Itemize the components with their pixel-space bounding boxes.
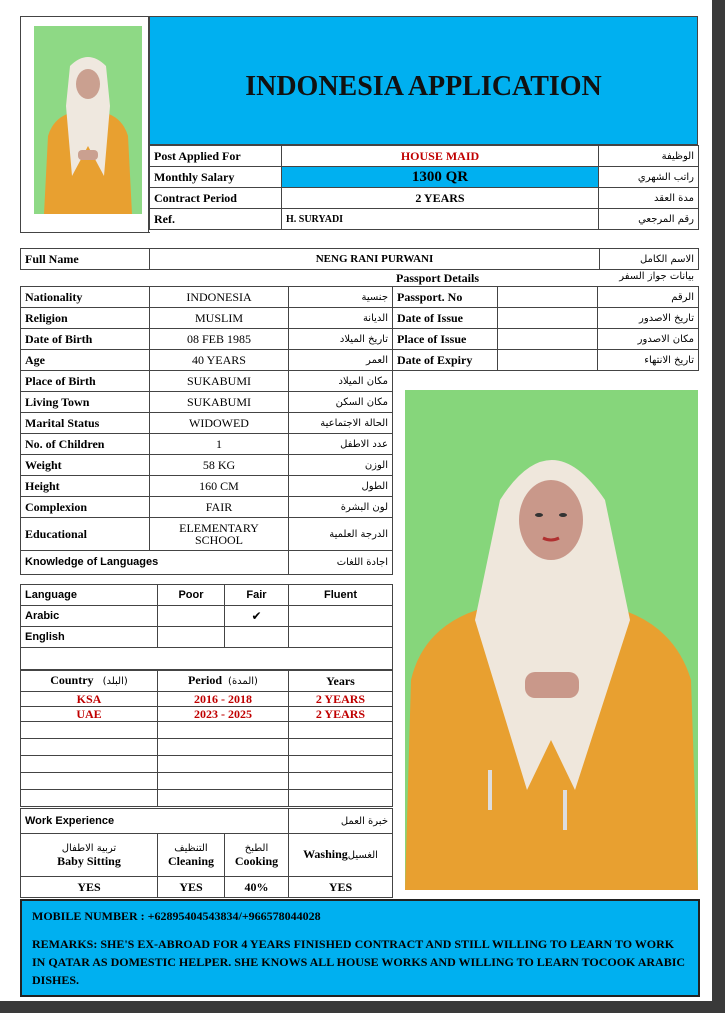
skill-washing <box>289 834 393 877</box>
fluent-header: Fluent <box>289 585 393 606</box>
language-fair <box>225 627 289 648</box>
marital-label-ar: الحالة الاجتماعية <box>289 413 393 434</box>
height-value: 160 CM <box>150 476 289 497</box>
issue-place-value <box>498 329 598 350</box>
living-town-value: SUKABUMI <box>150 392 289 413</box>
table-row <box>393 308 699 329</box>
skill-ar: الطبخ <box>244 843 269 854</box>
table-row <box>21 756 393 773</box>
passport-heading <box>392 270 698 286</box>
empty-cell <box>21 739 158 756</box>
weight-label: Weight <box>21 455 150 476</box>
table-row <box>21 790 393 807</box>
issue-date-label-ar: تاريخ الاصدور <box>598 308 699 329</box>
nationality-value: INDONESIA <box>150 287 289 308</box>
employment-period: 2016 - 2018 <box>158 692 289 707</box>
skill-en: Baby Sitting <box>57 854 121 868</box>
complexion-label: Complexion <box>21 497 150 518</box>
age-label: Age <box>21 350 150 371</box>
work-experience-title: Work Experience <box>21 809 289 834</box>
fair-header: Fair <box>225 585 289 606</box>
height-label: Height <box>21 476 150 497</box>
education-label: Educational <box>21 518 150 551</box>
person-icon <box>34 26 142 214</box>
table-row <box>21 497 393 518</box>
marital-label: Marital Status <box>21 413 150 434</box>
full-name-table <box>20 248 699 270</box>
table-row <box>21 371 393 392</box>
portrait-photo-large <box>405 390 698 890</box>
bottom-border-line <box>20 232 150 233</box>
language-fair-check: ✔ <box>225 606 289 627</box>
skill-cooking <box>225 834 289 877</box>
portrait-photo-small <box>34 26 142 214</box>
contract-label: Contract Period <box>150 188 282 209</box>
table-row <box>21 413 393 434</box>
complexion-value: FAIR <box>150 497 289 518</box>
table-row <box>21 877 393 898</box>
table-row <box>21 455 393 476</box>
table-row <box>150 167 699 188</box>
table-row <box>393 287 699 308</box>
period-header-en: Period <box>188 673 223 687</box>
language-poor <box>158 606 225 627</box>
empty-cell <box>289 756 393 773</box>
table-row <box>21 308 393 329</box>
remarks-box <box>20 899 700 997</box>
table-row <box>21 329 393 350</box>
passport-no-label: Passport. No <box>393 287 498 308</box>
country-header <box>21 671 158 692</box>
birthplace-label-ar: مكان الميلاد <box>289 371 393 392</box>
passport-no-label-ar: الرقم <box>598 287 699 308</box>
table-row <box>21 585 393 606</box>
dob-label: Date of Birth <box>21 329 150 350</box>
empty-cell <box>21 722 158 739</box>
employment-table <box>20 670 393 807</box>
table-row <box>21 249 699 270</box>
post-label: Post Applied For <box>150 146 282 167</box>
empty-cell <box>158 756 289 773</box>
skill-value: YES <box>21 877 158 898</box>
religion-label-ar: الديانة <box>289 308 393 329</box>
empty-cell <box>21 773 158 790</box>
expiry-value <box>498 350 598 371</box>
language-poor <box>158 627 225 648</box>
full-name-label-ar: الاسم الكامل <box>600 249 699 270</box>
ref-value: H. SURYADI <box>282 209 599 230</box>
birthplace-label: Place of Birth <box>21 371 150 392</box>
table-row <box>21 834 393 877</box>
table-row <box>21 518 393 551</box>
poor-header: Poor <box>158 585 225 606</box>
ref-label-ar: رقم المرجعي <box>599 209 699 230</box>
empty-cell <box>289 790 393 807</box>
table-row <box>21 476 393 497</box>
left-frame-line <box>20 16 21 232</box>
empty-cell <box>289 722 393 739</box>
period-header <box>158 671 289 692</box>
country-header-ar: (البلد) <box>102 676 128 687</box>
remarks-text: REMARKS: SHE'S EX-ABROAD FOR 4 YEARS FINISHED CONTRACT AND STILL WILLING TO LEARN TO WORK IN QATAR AS DOMESTIC HELPER. SHE KNOWS ALL HOUSE WORKS AND WILLING TO LEARN TOCOOK ARABIC DISHES. <box>32 937 686 987</box>
skill-ar: الغسيل <box>347 850 378 861</box>
expiry-label-ar: تاريخ الانتهاء <box>598 350 699 371</box>
table-row <box>21 722 393 739</box>
years-header: Years <box>289 671 393 692</box>
table-row <box>393 329 699 350</box>
religion-value: MUSLIM <box>150 308 289 329</box>
skill-en: Washing <box>303 847 348 861</box>
marital-value: WIDOWED <box>150 413 289 434</box>
height-label-ar: الطول <box>289 476 393 497</box>
living-town-label-ar: مكان السكن <box>289 392 393 413</box>
ref-label: Ref. <box>150 209 282 230</box>
children-label-ar: عدد الاطفل <box>289 434 393 455</box>
contract-value: 2 YEARS <box>282 188 599 209</box>
table-row <box>393 350 699 371</box>
languages-title-ar: اجادة اللغات <box>289 551 393 575</box>
salary-value: 1300 QR <box>282 167 599 188</box>
empty-cell <box>289 739 393 756</box>
age-value: 40 YEARS <box>150 350 289 371</box>
dob-label-ar: تاريخ الميلاد <box>289 329 393 350</box>
mobile-number: MOBILE NUMBER : +62895404543834/+966578044028 <box>32 909 321 923</box>
religion-label: Religion <box>21 308 150 329</box>
language-fluent <box>289 627 393 648</box>
table-row <box>21 809 393 834</box>
age-label-ar: العمر <box>289 350 393 371</box>
table-row <box>150 188 699 209</box>
employment-country: UAE <box>21 707 158 722</box>
language-fluent <box>289 606 393 627</box>
work-experience-table <box>20 808 393 898</box>
empty-cell <box>158 739 289 756</box>
table-row <box>150 146 699 167</box>
table-row <box>21 434 393 455</box>
passport-title: Passport Details <box>396 271 479 285</box>
language-header: Language <box>21 585 158 606</box>
page-title: INDONESIA APPLICATION <box>245 71 602 102</box>
employment-years: 2 YEARS <box>289 692 393 707</box>
full-name-label: Full Name <box>21 249 150 270</box>
person-icon <box>405 390 698 890</box>
languages-title: Knowledge of Languages <box>21 551 289 575</box>
skill-en: Cleaning <box>167 854 214 868</box>
skill-value: YES <box>158 877 225 898</box>
skill-value: 40% <box>225 877 289 898</box>
contract-label-ar: مدة العقد <box>599 188 699 209</box>
post-label-ar: الوظيفة <box>599 146 699 167</box>
skill-en: Cooking <box>234 854 279 868</box>
empty-cell <box>289 773 393 790</box>
issue-date-label: Date of Issue <box>393 308 498 329</box>
children-value: 1 <box>150 434 289 455</box>
skill-baby-sitting <box>21 834 158 877</box>
language-table <box>20 584 393 670</box>
expiry-label: Date of Expiry <box>393 350 498 371</box>
table-row <box>21 392 393 413</box>
empty-cell <box>21 756 158 773</box>
salary-label-ar: راتب الشهري <box>599 167 699 188</box>
country-header-en: Country <box>50 673 94 687</box>
passport-no-value <box>498 287 598 308</box>
nationality-label-ar: جنسية <box>289 287 393 308</box>
skill-value: YES <box>289 877 393 898</box>
empty-cell <box>21 790 158 807</box>
birthplace-value: SUKABUMI <box>150 371 289 392</box>
table-row <box>21 627 393 648</box>
table-row <box>21 551 393 575</box>
complexion-label-ar: لون البشرة <box>289 497 393 518</box>
table-row <box>21 773 393 790</box>
post-value: HOUSE MAID <box>282 146 599 167</box>
issue-date-value <box>498 308 598 329</box>
table-row <box>21 739 393 756</box>
language-name: Arabic <box>21 606 158 627</box>
work-experience-title-ar: خبرة العمل <box>289 809 393 834</box>
issue-place-label: Place of Issue <box>393 329 498 350</box>
living-town-label: Living Town <box>21 392 150 413</box>
table-row <box>21 648 393 670</box>
table-row <box>21 350 393 371</box>
empty-cell <box>158 722 289 739</box>
table-row <box>150 209 699 230</box>
salary-label: Monthly Salary <box>150 167 282 188</box>
header-table <box>149 145 699 230</box>
table-row <box>21 606 393 627</box>
education-value: ELEMENTARY SCHOOL <box>150 518 289 551</box>
table-row <box>21 671 393 692</box>
table-row <box>21 287 393 308</box>
passport-table <box>392 286 699 371</box>
employment-years: 2 YEARS <box>289 707 393 722</box>
employment-country: KSA <box>21 692 158 707</box>
dob-value: 08 FEB 1985 <box>150 329 289 350</box>
employment-period: 2023 - 2025 <box>158 707 289 722</box>
education-label-ar: الدرجة العلمية <box>289 518 393 551</box>
spacer-row <box>21 648 393 670</box>
top-border-line <box>20 16 150 17</box>
period-header-ar: (المدة) <box>228 676 258 687</box>
skill-ar: تربية الاطفال <box>61 843 117 854</box>
skill-cleaning <box>158 834 225 877</box>
empty-cell <box>158 773 289 790</box>
full-name-value: NENG RANI PURWANI <box>150 249 600 270</box>
passport-title-ar: بيانات جواز السفر <box>619 271 694 282</box>
weight-value: 58 KG <box>150 455 289 476</box>
children-label: No. of Children <box>21 434 150 455</box>
weight-label-ar: الوزن <box>289 455 393 476</box>
issue-place-label-ar: مكان الاصدور <box>598 329 699 350</box>
table-row <box>21 707 393 722</box>
skill-ar: التنظيف <box>174 843 208 854</box>
empty-cell <box>158 790 289 807</box>
language-name: English <box>21 627 158 648</box>
personal-table <box>20 286 393 575</box>
table-row <box>21 692 393 707</box>
title-banner <box>149 16 698 145</box>
nationality-label: Nationality <box>21 287 150 308</box>
